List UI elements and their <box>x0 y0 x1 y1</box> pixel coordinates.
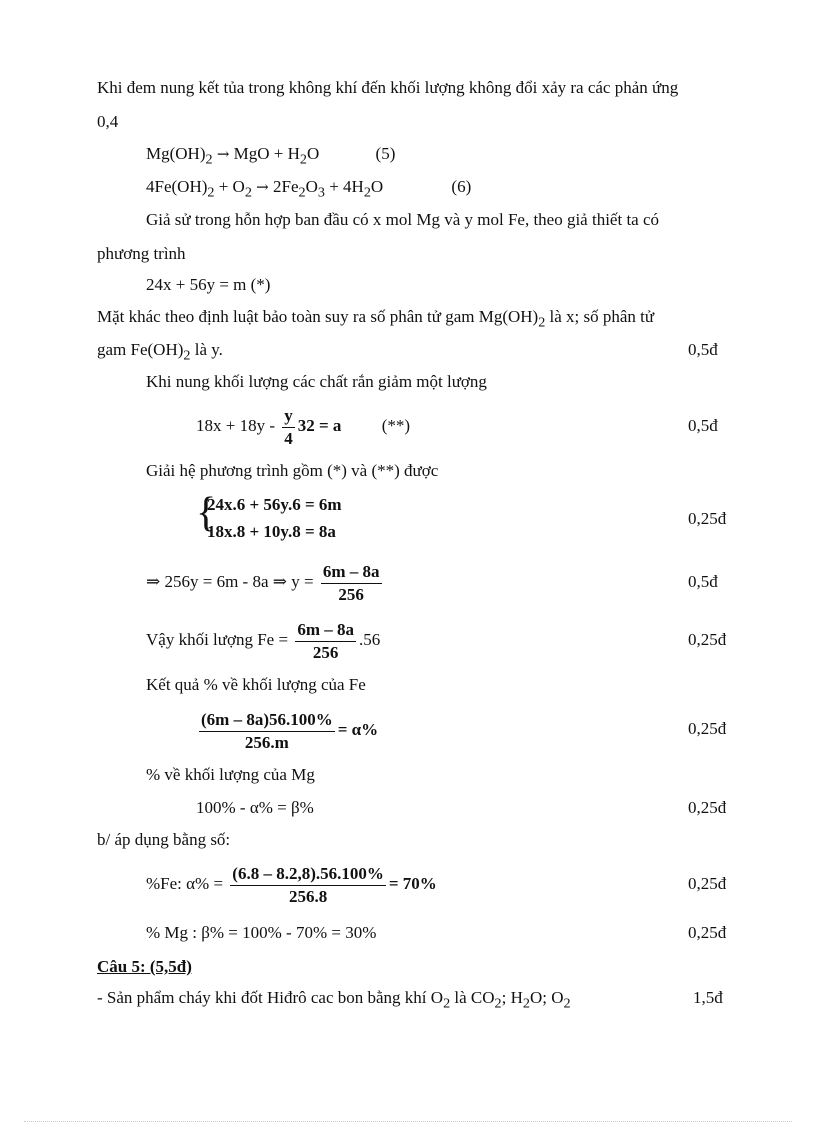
reaction-6: $4Fe(OH)_2 + O_2 \to 2Fe_2O_3 + 4H_2O$ (6) <box>146 177 472 201</box>
score-5: 0,25đ <box>688 630 727 649</box>
system-eq-2: 18x.8 + 10y.8 = 8a <box>207 522 336 541</box>
question-5-heading: Câu 5: (5,5đ) <box>97 957 192 976</box>
equation-9: % Mg : β% = 100% - 70% = 30% <box>146 923 377 942</box>
score-6: 0,25đ <box>688 719 727 738</box>
score-10: 1,5đ <box>693 988 723 1007</box>
equation-4: ⇒ 256y = 6m - 8a ⇒ y = $\frac{6m - 8a}{256}$ <box>146 561 380 604</box>
conservation-line-cont: gam $Fe(OH)_2$ là y. <box>97 340 223 364</box>
score-9: 0,25đ <box>688 923 727 942</box>
equation-6: $\frac{(6m - 8a)56.100\%}{256.m}$ = α% <box>201 709 379 752</box>
result-fe-line: Kết quả % về khối lượng của Fe <box>146 675 366 694</box>
numeric-section: b/ áp dụng bằng số: <box>97 830 231 849</box>
intro-line: Khi đem nung kết tủa trong không khí đến khối lượng không đổi xảy ra các phản ứng <box>97 78 679 97</box>
system-intro: Giải hệ phương trình gồm (*) và (**) được <box>146 461 439 480</box>
assumption-line-cont: phương trình <box>97 244 186 263</box>
score-3: 0,25đ <box>688 509 727 528</box>
equation-2: 18x + 18y - $\frac{y}{4}$ 32 = a (**) <box>196 405 411 448</box>
combustion-line: - Sản phẩm cháy khi đốt Hiđrô cac bon bằng khí $O_2$ là $CO_2$; $H_2O$; $O_2$ <box>97 988 571 1012</box>
heating-line: Khi nung khối lượng các chất rắn giảm một lượng <box>146 372 487 391</box>
arrow-icon: → <box>216 145 230 163</box>
fraction-fe: $\frac{6m - 8a}{256}$ <box>297 619 354 662</box>
equation-5: Vậy khối lượng Fe = $\frac{6m - 8a}{256}$ .56 <box>146 619 381 662</box>
equation-1: 24x + 56y = m (*) <box>146 275 271 294</box>
score-4: 0,5đ <box>688 572 718 591</box>
score-1: 0,5đ <box>688 340 718 359</box>
system-brace: { <box>196 490 217 536</box>
fraction-numeric: $\frac{(6.8 - 8.2,8).56.100\%}{256.8}$ <box>232 863 384 906</box>
conservation-line: Mặt khác theo định luật bảo toàn suy ra số phân tử gam $Mg(OH)_2$ là x; số phân tử <box>97 307 655 331</box>
page-bottom-divider <box>24 1121 792 1122</box>
assumption-line: Giả sử trong hỗn hợp ban đầu có x mol Mg và y mol Fe, theo giả thiết ta có <box>146 210 660 229</box>
score-8: 0,25đ <box>688 874 727 893</box>
fraction-y-4: $\frac{y}{4}$ <box>284 405 293 448</box>
arrow-icon: → <box>256 178 269 196</box>
fraction-y: $\frac{6m - 8a}{256}$ <box>322 561 380 604</box>
reaction-5: $Mg(OH)_2$ → MgO + $H_2O$ (5) <box>146 144 396 168</box>
equation-7: 100% - α% = β% <box>196 798 314 817</box>
result-mg-line: % về khối lượng của Mg <box>146 765 315 784</box>
score-7: 0,25đ <box>688 798 727 817</box>
intro-line-cont: 0,4 <box>97 112 119 131</box>
system-eq-1: 24x.6 + 56y.6 = 6m <box>207 495 342 514</box>
score-2: 0,5đ <box>688 416 718 435</box>
fraction-alpha: $\frac{(6m - 8a)56.100\%}{256.m}$ <box>201 709 333 752</box>
equation-8: %Fe: α% = $\frac{(6.8 - 8.2,8).56.100\%}{256.8}$ = 70% <box>146 863 437 906</box>
